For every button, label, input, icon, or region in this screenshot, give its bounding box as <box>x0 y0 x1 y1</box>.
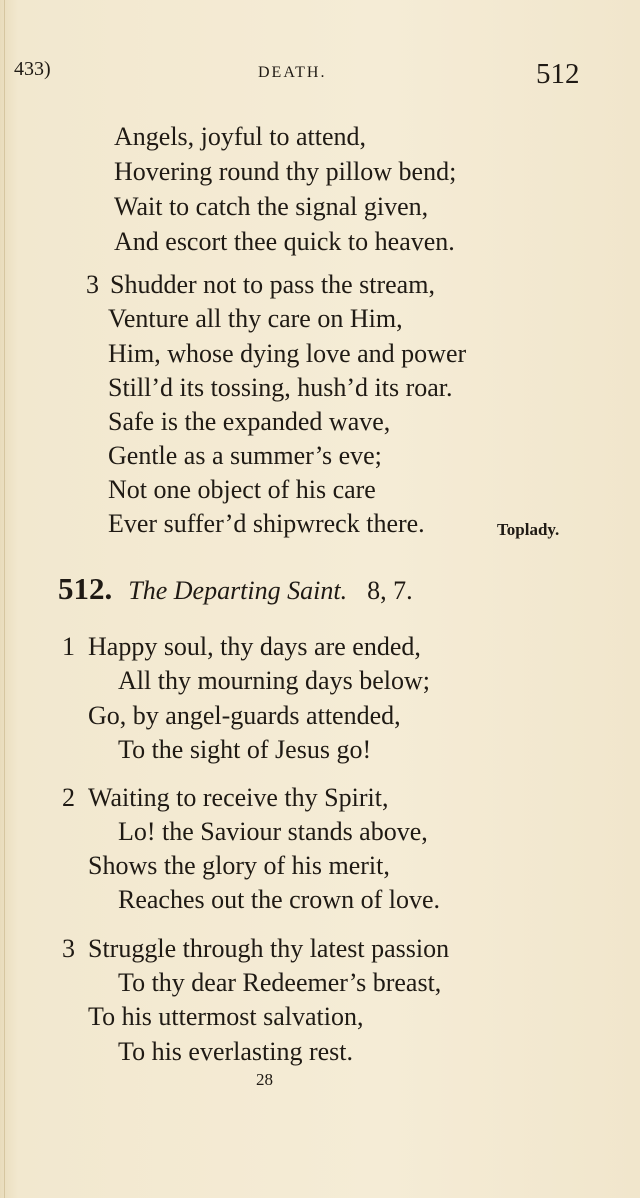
stanza-line: Happy soul, thy days are ended, <box>88 632 421 661</box>
stanza-line: To thy dear Redeemer’s breast, <box>118 968 442 997</box>
hymn-heading <box>58 573 413 604</box>
prev-hymn-line: Safe is the expanded wave, <box>108 407 391 436</box>
signature-mark: 28 <box>256 1070 273 1089</box>
prev-hymn-line: Angels, joyful to attend, <box>114 122 367 151</box>
header-page-number: 433) <box>14 58 51 80</box>
header-hymn-number: 512 <box>536 58 580 90</box>
stanza-line: Shows the glory of his merit, <box>88 851 390 880</box>
prev-hymn-line: Wait to catch the signal given, <box>114 192 429 221</box>
stanza-line: Lo! the Saviour stands above, <box>118 817 428 846</box>
stanza-line: Reaches out the crown of love. <box>118 885 441 914</box>
stanza-line: Struggle through thy latest passion <box>88 934 450 963</box>
stanza-line: Waiting to receive thy Spirit, <box>88 783 389 812</box>
prev-hymn-line: Shudder not to pass the stream, <box>110 270 435 299</box>
prev-hymn-line: Venture all thy care on Him, <box>108 304 403 333</box>
stanza-line: All thy mourning days below; <box>118 666 430 695</box>
prev-hymn-line: Hovering round thy pillow bend; <box>114 157 457 186</box>
stanza-line: To the sight of Jesus go! <box>118 735 372 764</box>
prev-hymn-line: And escort thee quick to heaven. <box>114 227 455 256</box>
header-section-title: DEATH. <box>258 64 327 81</box>
author-attribution: Toplady. <box>497 520 560 539</box>
stanza-number: 2 <box>62 783 75 812</box>
prev-hymn-stanza-number: 3 <box>86 270 99 299</box>
prev-hymn-line: Him, whose dying love and power <box>108 339 467 368</box>
prev-hymn-line: Ever suffer’d shipwreck there. <box>108 509 425 538</box>
page-gutter-edge <box>4 0 5 1198</box>
prev-hymn-line: Still’d its tossing, hush’d its roar. <box>108 373 453 402</box>
prev-hymn-line: Not one object of his care <box>108 475 376 504</box>
stanza-line: To his uttermost salvation, <box>88 1002 364 1031</box>
hymn-number: 512. <box>58 571 113 606</box>
stanza-line: Go, by angel-guards attended, <box>88 701 401 730</box>
prev-hymn-line: Gentle as a summer’s eve; <box>108 441 382 470</box>
hymn-title: The Departing Saint. <box>128 576 348 605</box>
stanza-number: 3 <box>62 934 75 963</box>
stanza-number: 1 <box>62 632 75 661</box>
hymn-meter: 8, 7. <box>367 576 413 605</box>
stanza-line: To his everlasting rest. <box>118 1037 354 1066</box>
